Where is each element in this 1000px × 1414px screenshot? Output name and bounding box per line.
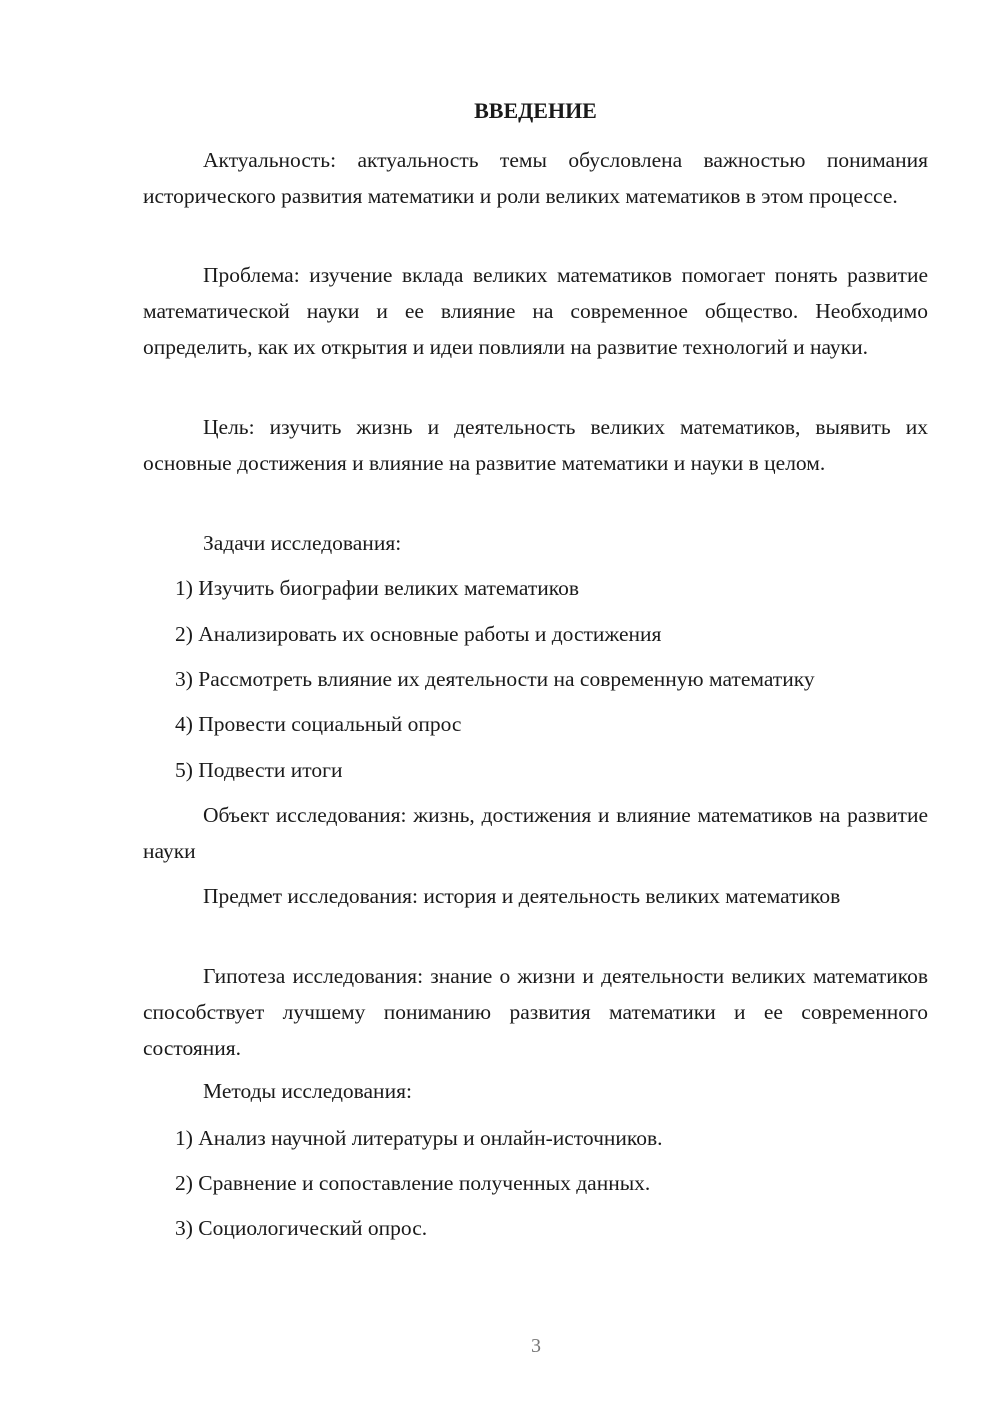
method-item: 3) Социологический опрос. [175,1216,428,1240]
problem-paragraph: Проблема: изучение вклада великих математиков помогает понять развитие математической науки и ее влияние на современное общество. Необходимо определить, как их открытия и идеи повлияли на развитие технологий и науки. [143,263,928,359]
hypothesis-paragraph: Гипотеза исследования: знание о жизни и деятельности великих математиков способствует лучшему пониманию развития математики и ее современного состояния. [143,964,928,1060]
task-item: 1) Изучить биографии великих математиков [175,576,579,600]
task-item: 2) Анализировать их основные работы и достижения [175,622,662,646]
object-paragraph: Объект исследования: жизнь, достижения и влияние математиков на развитие науки [143,803,928,863]
method-item: 2) Сравнение и сопоставление полученных данных. [175,1171,651,1195]
task-item: 5) Подвести итоги [175,758,343,782]
task-item: 4) Провести социальный опрос [175,712,462,736]
tasks-heading: Задачи исследования: [203,531,402,555]
methods-heading: Методы исследования: [203,1079,412,1103]
page-number: 3 [531,1335,541,1357]
task-item: 3) Рассмотреть влияние их деятельности на современную математику [175,667,815,691]
subject-paragraph: Предмет исследования: история и деятельность великих математиков [203,884,841,908]
relevance-paragraph: Актуальность: актуальность темы обусловлена важностью понимания исторического развития математики и роли великих математиков в этом процессе. [143,148,928,208]
goal-paragraph: Цель: изучить жизнь и деятельность великих математиков, выявить их основные достижения и влияние на развитие математики и науки в целом. [143,415,928,475]
page-title: ВВЕДЕНИЕ [474,98,597,123]
method-item: 1) Анализ научной литературы и онлайн-источников. [175,1126,663,1150]
